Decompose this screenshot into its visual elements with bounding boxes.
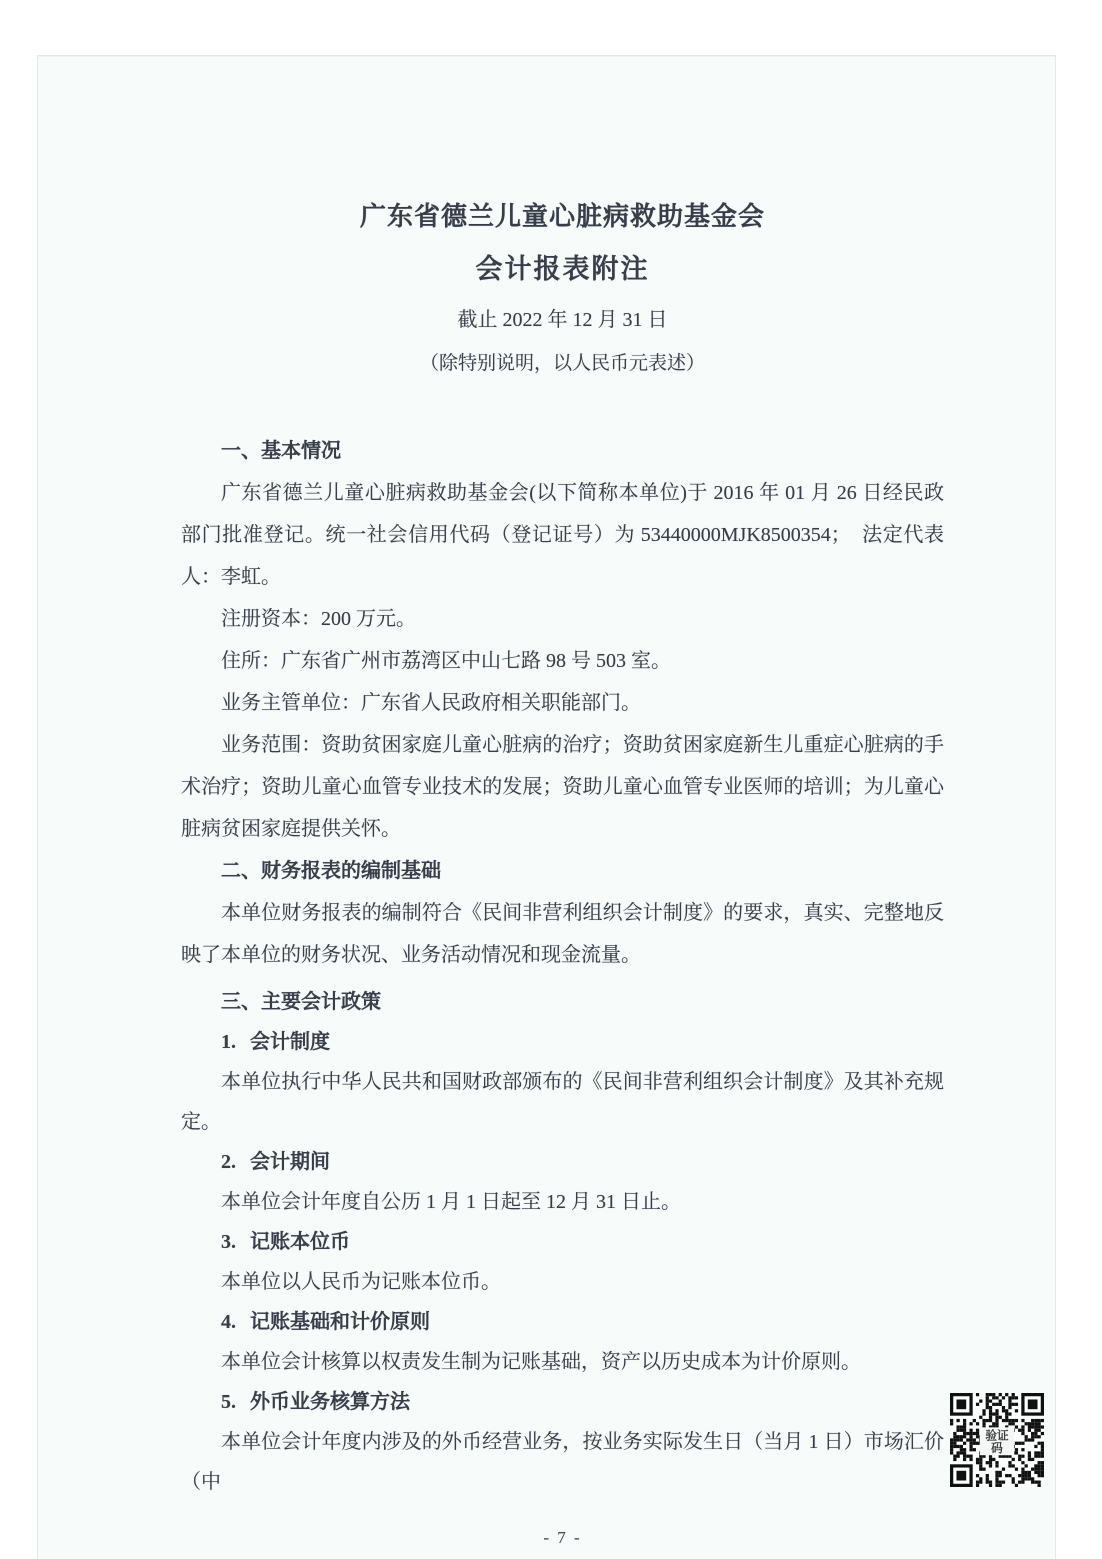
document-title: 广东省德兰儿童心脏病救助基金会 <box>359 202 765 231</box>
policy-item <box>181 1382 944 1502</box>
paragraph: 本单位财务报表的编制符合《民间非营利组织会计制度》的要求，真实、完整地反映了本单位的财务状况、业务活动情况和现金流量。 <box>181 902 944 966</box>
policy-item-heading <box>181 1142 944 1182</box>
paragraph: 住所：广东省广州市荔湾区中山七路 98 号 503 室。 <box>221 650 671 672</box>
document-content <box>181 56 944 1552</box>
policy-item <box>181 1302 944 1382</box>
page-number: - 7 - <box>543 1528 582 1547</box>
section-heading: 三、主要会计政策 <box>221 991 381 1013</box>
section-heading: 一、基本情况 <box>221 440 341 462</box>
policy-item-title: 记账基础和计价原则 <box>250 1311 430 1333</box>
policy-item-body: 本单位执行中华人民共和国财政部颁布的《民间非营利组织会计制度》及其补充规定。 <box>181 1071 944 1133</box>
paragraph: 注册资本：200 万元。 <box>221 608 416 630</box>
policy-item-number: 3. <box>221 1231 236 1253</box>
policy-item-number: 4. <box>221 1311 236 1333</box>
policy-item-heading <box>181 1302 944 1342</box>
policy-item-number: 1. <box>221 1031 236 1053</box>
policy-item-title: 会计制度 <box>250 1031 330 1053</box>
policy-item <box>181 1222 944 1302</box>
document-page <box>37 55 1056 1559</box>
policy-item-heading <box>181 1382 944 1422</box>
section-basic-info <box>181 430 944 850</box>
policy-item-title: 外币业务核算方法 <box>250 1391 410 1413</box>
qr-code <box>950 1393 1044 1487</box>
policy-item-number: 2. <box>221 1151 236 1173</box>
section-heading: 二、财务报表的编制基础 <box>221 860 441 882</box>
paragraph: 业务主管单位：广东省人民政府相关职能部门。 <box>221 692 641 714</box>
report-date-line: 截止 2022 年 12 月 31 日 <box>457 309 668 331</box>
document-subtitle: 会计报表附注 <box>475 254 650 284</box>
qr-center-label-line1: 验证 <box>985 1429 1009 1443</box>
currency-note-line: （除特别说明，以人民币元表述） <box>419 353 705 374</box>
qr-center-label-line2: 码 <box>991 1441 1003 1455</box>
policy-item <box>181 1142 944 1222</box>
policy-item-number: 5. <box>221 1391 236 1413</box>
policy-item-body: 本单位会计年度自公历 1 月 1 日起至 12 月 31 日止。 <box>221 1191 681 1213</box>
policy-item-heading <box>181 1022 944 1062</box>
policy-item-heading <box>181 1222 944 1262</box>
paragraph: 业务范围：资助贫困家庭儿童心脏病的治疗；资助贫困家庭新生儿重症心脏病的手术治疗；资助儿童心血管专业技术的发展；资助儿童心血管专业医师的培训；为儿童心脏病贫困家庭提供关怀。 <box>181 734 944 840</box>
policy-item-body: 本单位会计年度内涉及的外币经营业务，按业务实际发生日（当月 1 日）市场汇价（中 <box>181 1431 944 1493</box>
section-preparation-basis <box>181 850 944 976</box>
document-header <box>181 200 944 378</box>
paragraph: 广东省德兰儿童心脏病救助基金会(以下简称本单位)于 2016 年 01 月 26 日经民政部门批准登记。统一社会信用代码（登记证号）为 53440000MJK8500354； 法定代表人：李虹。 <box>181 482 944 588</box>
qr-code-image <box>950 1393 1044 1487</box>
policy-item-body: 本单位会计核算以权责发生制为记账基础，资产以历史成本为计价原则。 <box>221 1351 861 1373</box>
policy-item <box>181 1022 944 1142</box>
section-accounting-policies <box>181 982 944 1502</box>
policy-item-title: 记账本位币 <box>250 1231 350 1253</box>
policy-item-title: 会计期间 <box>250 1151 330 1173</box>
policy-item-body: 本单位以人民币为记账本位币。 <box>221 1271 501 1293</box>
